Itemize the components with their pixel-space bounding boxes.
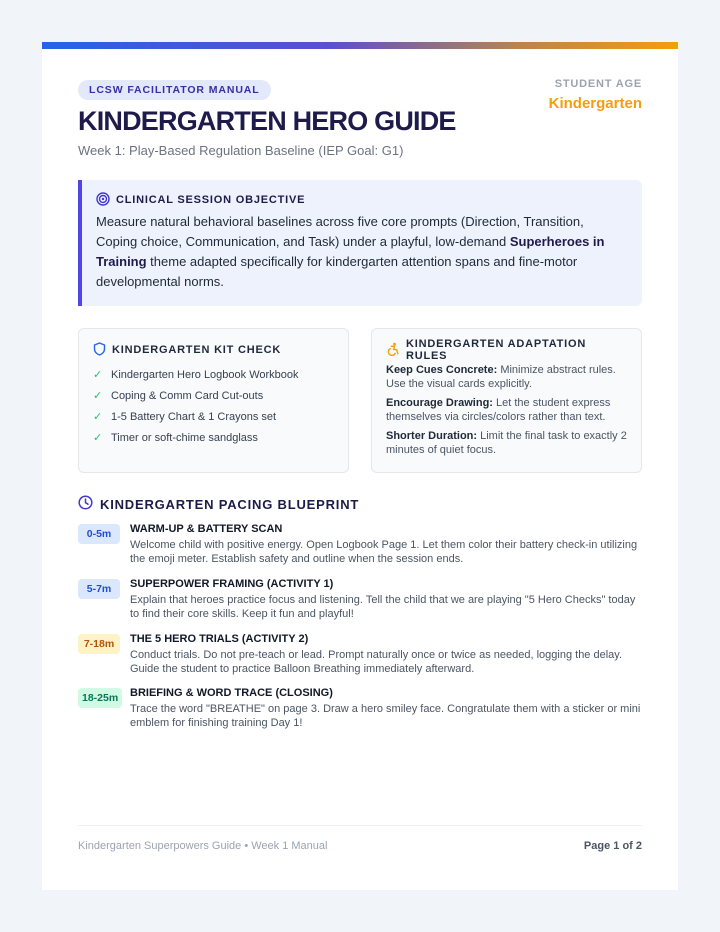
kit-check-card xyxy=(78,328,349,473)
rule-text: Limit the final task to exactly 2 minutes of quiet focus. xyxy=(386,430,627,456)
pacing-step-body xyxy=(130,577,642,621)
rule-text: Let the student express themselves via circles/colors rather than text. xyxy=(386,397,611,423)
pacing-heading-label: KINDERGARTEN PACING BLUEPRINT xyxy=(100,496,360,512)
time-badge: 5-7m xyxy=(78,579,120,599)
student-age-label: STUDENT AGE xyxy=(554,78,642,90)
adaptation-rules-heading xyxy=(386,338,627,362)
check-icon: ✓ xyxy=(93,390,103,402)
check-icon: ✓ xyxy=(93,411,103,423)
time-badge: 0-5m xyxy=(78,524,120,544)
kit-item xyxy=(93,364,334,385)
time-badge: 7-18m xyxy=(78,634,120,654)
kit-item-label: 1-5 Battery Chart & 1 Crayons set xyxy=(111,410,277,423)
adaptation-rules-heading-label: KINDERGARTEN ADAPTATION RULES xyxy=(406,338,587,362)
target-icon xyxy=(96,192,110,209)
page-title: KINDERGARTEN HERO GUIDE xyxy=(78,106,456,136)
pacing-step-description: Conduct trials. Do not pre-teach or lead. Prompt naturally once or twice as needed, logging the delay. Guide the student to practice Balloon Breathing immediately afterward. xyxy=(130,649,623,675)
kit-item xyxy=(93,427,334,448)
pacing-step-body xyxy=(130,686,642,730)
student-age-value: Kindergarten xyxy=(548,95,642,112)
manual-type-badge: LCSW FACILITATOR MANUAL xyxy=(78,80,271,100)
page-number: Page 1 of 2 xyxy=(583,840,642,852)
objective-text-start: Measure natural behavioral baselines across five core prompts (Direction, Transition, Coping choice, Communication, and Task) under a playful, low-demand xyxy=(96,214,584,249)
kit-item-label: Kindergarten Hero Logbook Workbook xyxy=(111,368,299,381)
pacing-step-body xyxy=(130,632,642,676)
objective-text xyxy=(96,212,626,292)
pacing-step-body xyxy=(130,522,642,566)
pacing-step-description: Trace the word "BREATHE" on page 3. Draw a hero smiley face. Congratulate them with a sticker or mini emblem for finishing training Day 1! xyxy=(130,703,641,729)
pacing-step-title: THE 5 HERO TRIALS (ACTIVITY 2) xyxy=(130,633,309,645)
objective-text-end: theme adapted specifically for kindergarten attention spans and fine-motor developmental norms. xyxy=(96,254,578,289)
kit-list xyxy=(93,364,334,448)
objective-panel xyxy=(78,180,642,306)
pacing-step-description: Explain that heroes practice focus and listening. Tell the child that we are playing "5 Hero Checks" today to find their core skills. Keep it fun and playful! xyxy=(130,594,636,620)
pacing-step-title: BRIEFING & WORD TRACE (CLOSING) xyxy=(130,687,333,699)
check-icon: ✓ xyxy=(93,432,103,444)
kit-check-heading-label: KINDERGARTEN KIT CHECK xyxy=(112,344,282,356)
pacing-heading xyxy=(78,496,359,512)
kit-item-label: Timer or soft-chime sandglass xyxy=(111,431,258,444)
adaptation-rules-card xyxy=(371,328,642,473)
objective-heading-label: CLINICAL SESSION OBJECTIVE xyxy=(116,194,306,206)
rule-item xyxy=(386,363,627,391)
kit-item xyxy=(93,385,334,406)
pacing-step-title: SUPERPOWER FRAMING (ACTIVITY 1) xyxy=(130,578,334,590)
rule-item xyxy=(386,429,627,457)
time-badge: 18-25m xyxy=(78,688,122,708)
gradient-top-bar xyxy=(42,42,678,49)
clock-icon xyxy=(78,495,93,513)
pacing-step-description: Welcome child with positive energy. Open Logbook Page 1. Let them color their battery check-in utilizing the emoji meter. Establish safety and outline when the session ends. xyxy=(130,539,638,565)
page-subtitle: Week 1: Play-Based Regulation Baseline (IEP Goal: G1) xyxy=(78,143,404,158)
rule-label: Encourage Drawing: xyxy=(386,397,493,409)
kit-check-heading xyxy=(93,343,334,357)
manual-page xyxy=(42,42,678,890)
rule-label: Keep Cues Concrete: xyxy=(386,364,498,376)
footer-guide-name: Kindergarten Superpowers Guide • Week 1 Manual xyxy=(78,840,328,852)
accessibility-icon xyxy=(386,342,400,359)
footer-divider xyxy=(78,825,642,826)
objective-heading xyxy=(96,193,626,207)
rule-label: Shorter Duration: xyxy=(386,430,478,442)
rules-list xyxy=(386,363,627,457)
objective-theme-highlight: Superheroes in Training xyxy=(96,234,605,269)
kit-item xyxy=(93,406,334,427)
rule-item xyxy=(386,396,627,424)
pacing-step-title: WARM-UP & BATTERY SCAN xyxy=(130,523,283,535)
shield-icon xyxy=(93,342,106,359)
rule-text: Minimize abstract rules. Use the visual cards explicitly. xyxy=(386,364,616,390)
kit-item-label: Coping & Comm Card Cut-outs xyxy=(111,389,264,402)
check-icon: ✓ xyxy=(93,369,103,381)
